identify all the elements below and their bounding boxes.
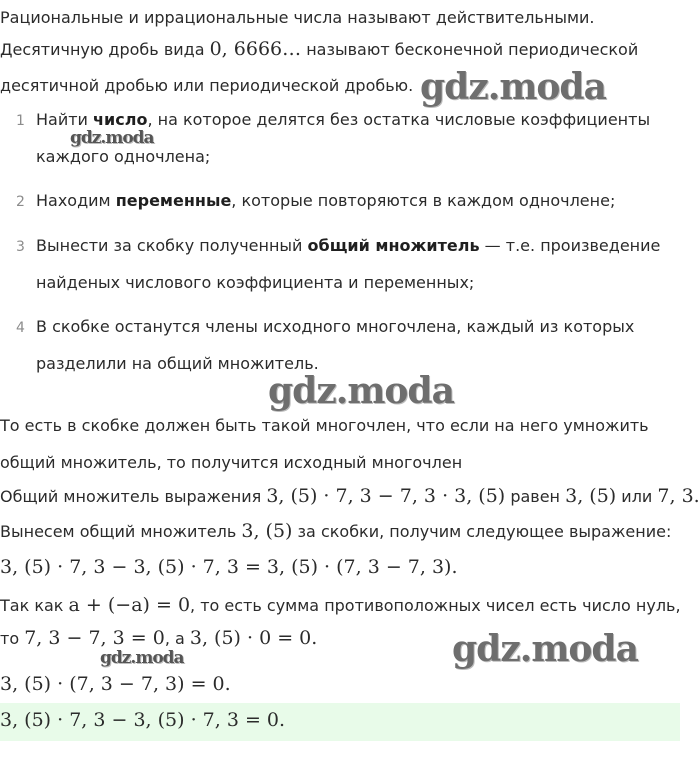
intro-line-3: десятичной дробью или периодической дробью. [0,76,414,95]
list-item [36,236,660,255]
intro-line-1: Рациональные и иррациональные числа называют действительными. [0,8,595,27]
body-text: за скобки, получим следующее выражение: [292,522,672,541]
body-line-2: общий множитель, то получится исходный многочлен [0,453,463,472]
intro-line-2 [0,38,638,60]
watermark-logo: gdz.moda [268,370,454,412]
body-math: 3, (5) [241,520,293,542]
body-text: Так как [0,596,69,615]
body-line-4 [0,520,671,542]
watermark-logo: gdz.moda [420,66,606,108]
list-number: 3 [16,239,25,255]
list-item [36,191,615,210]
body-line-1: То есть в скобке должен быть такой многочлен, что если на него умножить [0,416,649,435]
watermark-logo-small: gdz.moda [70,128,154,148]
step-bold: число [93,110,148,129]
step-text: Найти [36,110,94,129]
body-text: равен [505,487,566,506]
body-math: 7, 3. [657,485,700,507]
body-line-5 [0,594,681,616]
intro-line-2-tail: называют бесконечной периодической [301,40,639,59]
watermark-logo: gdz.moda [452,628,638,670]
body-text: , а [164,629,190,648]
body-math: 3, (5) · 7, 3 − 7, 3 · 3, (5) [266,485,506,507]
list-item [36,110,650,129]
body-text: , то есть сумма противоположных чисел есть число нуль, [190,596,681,615]
list-item-continuation: каждого одночлена; [36,147,211,166]
step-text: Находим [36,191,116,210]
watermark-logo-small: gdz.moda [100,648,184,668]
step-bold: общий множитель [307,236,480,255]
step-text: Вынести за скобку полученный [36,236,308,255]
intro-line-2-math: 0, 6666… [209,38,302,60]
body-text: или [616,487,658,506]
list-number: 1 [16,113,25,129]
step-bold: переменные [115,191,232,210]
equation-1: 3, (5) · 7, 3 − 3, (5) · 7, 3 = 3, (5) · (7, 3 − 7, 3). [0,556,458,578]
body-math: a + (−a) = 0 [68,594,191,616]
body-line-3 [0,485,700,507]
body-math: 7, 3 − 7, 3 = 0 [24,627,165,649]
body-text: Вынесем общий множитель [0,522,242,541]
list-item-continuation: найденых числового коэффициента и переменных; [36,273,475,292]
step-text: , на которое делятся без остатка числовые коэффициенты [147,110,651,129]
list-number: 4 [16,320,25,336]
list-item-continuation: разделили на общий множитель. [36,354,319,373]
body-text: Общий множитель выражения [0,487,267,506]
list-item: В скобке останутся члены исходного многочлена, каждый из которых [36,317,635,336]
equation-2: 3, (5) · (7, 3 − 7, 3) = 0. [0,673,231,695]
list-number: 2 [16,194,25,210]
step-text: — т.е. произведение [479,236,661,255]
body-math: 3, (5) [565,485,617,507]
equation-answer: 3, (5) · 7, 3 − 3, (5) · 7, 3 = 0. [0,709,286,731]
body-math: 3, (5) · 0 = 0. [189,627,318,649]
intro-line-2-text: Десятичную дробь вида [0,40,210,59]
body-line-6 [0,627,317,649]
step-text: , которые повторяются в каждом одночлене; [231,191,616,210]
body-text: то [0,629,25,648]
